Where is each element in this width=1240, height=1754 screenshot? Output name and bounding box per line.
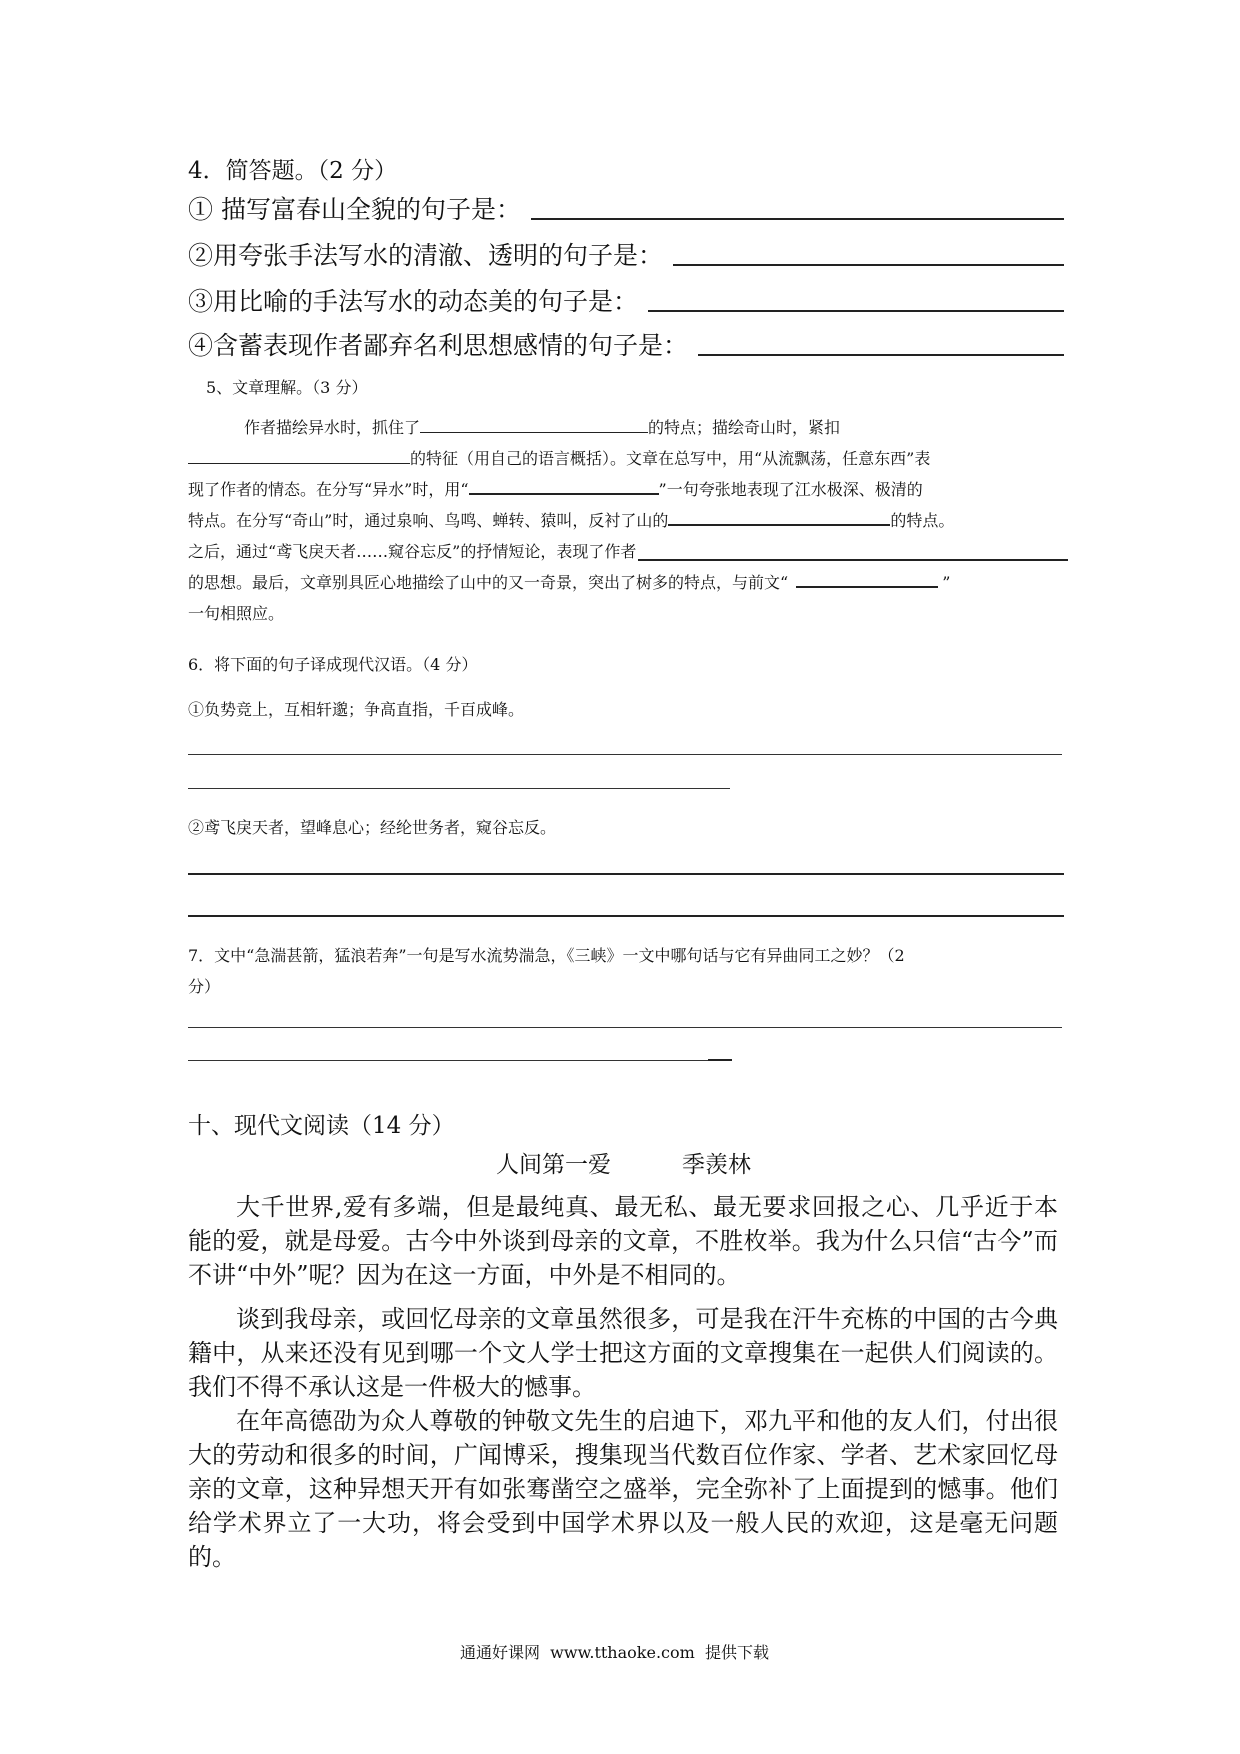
q5-passage (188, 412, 1068, 629)
q4-item-2 (188, 236, 1064, 272)
q4-item-4-text: ④含蓄表现作者鄙弃名利思想感情的句子是： (188, 331, 689, 360)
answer-line[interactable] (698, 354, 1064, 356)
article-paragraph: 谈到我母亲，或回忆母亲的文章虽然很多，可是我在汗牛充栋的中国的古今典籍中，从来还没有见到哪一个文人学士把这方面的文章搜集在一起供人们阅读的。我们不得不承认这是一件极大的憾事。 (188, 1305, 1058, 1401)
article-body (188, 1190, 1058, 1574)
q5-text: 的思想。最后，文章别具匠心地描绘了山中的又一奇景，突出了树多的特点，与前文“ (188, 573, 789, 592)
blank-line[interactable] (668, 523, 890, 526)
q5-text: 一句相照应。 (188, 604, 285, 623)
q6-sentence-2: ②鸢飞戾天者，望峰息心；经纶世务者，窥谷忘反。 (188, 818, 557, 837)
answer-line[interactable] (188, 873, 1064, 875)
answer-line[interactable] (188, 788, 730, 789)
article-paragraph: 在年高德劭为众人尊敬的钟敬文先生的启迪下，邓九平和他的友人们，付出很大的劳动和很多的时间，广闻博采，搜集现当代数百位作家、学者、艺术家回忆母亲的文章，这种异想天开有如张骞凿空之盛举，完全弥补了上面提到的憾事。他们给学术界立了一大功，将会受到中国学术界以及一般人民的欢迎，这是毫无问题的。 (188, 1407, 1058, 1571)
q5-text: 现了作者的情态。在分写“异水”时，用“ (188, 480, 469, 499)
answer-line[interactable] (188, 754, 1062, 755)
article-author: 季羡林 (682, 1152, 751, 1178)
q5-text: 特点。在分写“奇山”时，通过泉响、鸟鸣、蝉转、猿叫，反衬了山的 (188, 511, 669, 530)
section-heading: 十、现代文阅读（14 分） (188, 1113, 455, 1139)
q4-heading: 4．简答题。（2 分） (188, 158, 398, 184)
q5-text: 的特点。 (890, 511, 955, 530)
q5-heading: 5、文章理解。（3 分） (206, 378, 368, 397)
q4-item-1 (188, 190, 1064, 226)
q6-sentence-1: ①负势竞上，互相轩邈；争高直指，千百成峰。 (188, 700, 525, 719)
answer-line[interactable] (673, 264, 1064, 266)
q5-text: 作者描绘异水时，抓住了 (244, 418, 421, 437)
answer-line[interactable] (531, 218, 1064, 220)
q4-item-3-text: ③用比喻的手法写水的动态美的句子是： (188, 287, 639, 316)
answer-line[interactable] (708, 1059, 732, 1061)
q5-text: ” (942, 573, 951, 592)
q4-item-2-text: ②用夸张手法写水的清澈、透明的句子是： (188, 241, 664, 270)
q7-question-cont: 分） (188, 977, 221, 996)
q5-text: 的特征（用自己的语言概括）。文章在总写中，用“从流飘荡，任意东西”表 (410, 449, 931, 468)
q7-question: 7．文中“急湍甚箭，猛浪若奔”一句是写水流势湍急，《三峡》一文中哪句话与它有异曲同工之妙？（2 (188, 946, 905, 965)
q4-item-4 (188, 326, 1064, 362)
q5-text: 的特点；描绘奇山时，紧扣 (648, 418, 841, 437)
q5-text: 之后，通过“鸢飞戾天者……窥谷忘反”的抒情短论，表现了作者 (188, 542, 637, 561)
blank-line[interactable] (420, 431, 648, 433)
blank-line[interactable] (796, 585, 938, 588)
blank-line[interactable] (469, 492, 659, 495)
q5-text: ”一句夸张地表现了江水极深、极清的 (658, 480, 923, 499)
q4-item-3 (188, 282, 1064, 318)
article-paragraph: 大千世界,爱有多端，但是最纯真、最无私、最无要求回报之心、几乎近于本能的爱，就是母爱。古今中外谈到母亲的文章，不胜枚举。我为什么只信“古今”而不讲“中外”呢？因为在这一方面，中外是不相同的。 (188, 1193, 1058, 1289)
blank-line[interactable] (188, 462, 410, 464)
answer-line[interactable] (188, 915, 1064, 917)
answer-line[interactable] (648, 310, 1064, 312)
footer-source: 通通好课网 www.tthaoke.com 提供下载 (460, 1643, 769, 1662)
blank-line[interactable] (638, 559, 1068, 561)
q4-item-1-text: ① 描写富春山全貌的句子是： (188, 195, 521, 224)
article-title: 人间第一爱 (496, 1152, 611, 1178)
answer-line[interactable] (188, 1027, 1062, 1028)
answer-line[interactable] (188, 1060, 708, 1061)
q6-heading: 6．将下面的句子译成现代汉语。（4 分） (188, 655, 478, 674)
